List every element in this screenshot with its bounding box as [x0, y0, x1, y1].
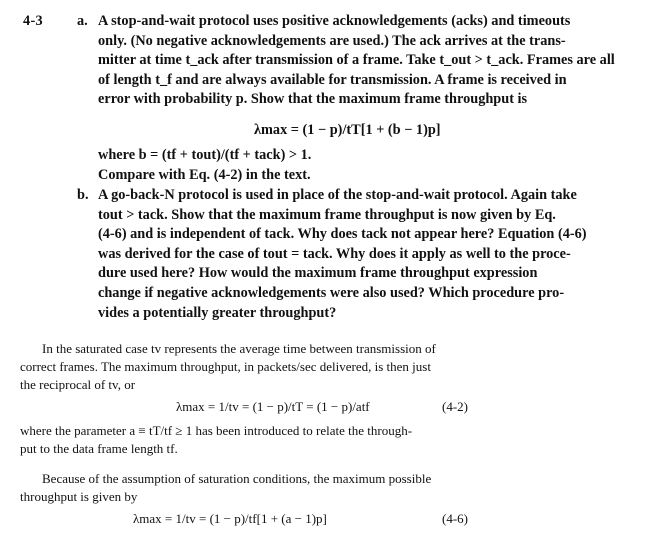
- equation-4-2-number: (4-2): [442, 399, 468, 414]
- part-a-equation: λmax = (1 − p)/tT[1 + (b − 1)p]: [254, 122, 441, 138]
- excerpt-paragraph-1: [20, 340, 488, 394]
- part-a-line-2: only. (No negative acknowledgements are used.) The ack arrives at the trans-: [98, 32, 566, 49]
- equation-4-2: λmax = 1/tv = (1 − p)/tT = (1 − p)/atf: [176, 399, 370, 414]
- excerpt-p1-line-2: correct frames. The maximum throughput, in packets/sec delivered, is then just: [20, 359, 431, 374]
- part-a-label: a.: [77, 13, 88, 29]
- part-b-text: [98, 186, 626, 323]
- excerpt-p2-line-1: where the parameter a ≡ tT/tf ≥ 1 has been introduced to relate the through-: [20, 423, 413, 438]
- part-a-where: where b = (tf + tout)/(tf + tack) > 1.: [98, 147, 312, 163]
- part-b-label: b.: [77, 187, 89, 203]
- part-a-text: [98, 12, 626, 110]
- excerpt-p1-line-3: the reciprocal of tv, or: [20, 377, 136, 392]
- part-a-line-1: A stop-and-wait protocol uses positive acknowledgements (acks) and timeouts: [98, 13, 571, 29]
- problem-number: 4-3: [23, 13, 43, 29]
- part-a-line-3: mitter at time t_ack after transmission of a frame. Take t_out > t_ack. Frames are all: [98, 52, 615, 69]
- equation-4-6: λmax = 1/tv = (1 − p)/tf[1 + (a − 1)p]: [133, 511, 327, 526]
- excerpt-paragraph-2: [20, 422, 488, 458]
- excerpt-p3-line-1: Because of the assumption of saturation conditions, the maximum possible: [42, 471, 432, 486]
- part-a-line-5: error with probability p. Show that the maximum frame throughput is: [98, 91, 528, 108]
- part-b-line-2: tout > tack. Show that the maximum frame throughput is now given by Eq.: [98, 206, 556, 223]
- part-b-line-4: was derived for the case of tout = tack. Why does it apply as well to the proce-: [98, 245, 571, 262]
- excerpt-paragraph-3: [20, 470, 488, 506]
- part-a-line-4: of length t_f and are always available for transmission. A frame is received in: [98, 71, 567, 88]
- equation-4-6-number: (4-6): [442, 511, 468, 526]
- part-b-line-7: vides a potentially greater throughput?: [98, 304, 337, 321]
- excerpt-p2-line-2: put to the data frame length tf.: [20, 441, 178, 456]
- excerpt-p1-line-1: In the saturated case tv represents the average time between transmission of: [42, 341, 436, 356]
- part-a-compare: Compare with Eq. (4-2) in the text.: [98, 167, 311, 183]
- excerpt-p3-line-2: throughput is given by: [20, 489, 138, 504]
- part-b-line-1: A go-back-N protocol is used in place of the stop-and-wait protocol. Again take: [98, 187, 577, 203]
- part-b-line-5: dure used here? How would the maximum frame throughput expression: [98, 265, 538, 282]
- part-b-line-6: change if negative acknowledgements were also used? Which procedure pro-: [98, 284, 565, 301]
- part-b-line-3: (4-6) and is independent of tack. Why does tack not appear here? Equation (4-6): [98, 226, 587, 243]
